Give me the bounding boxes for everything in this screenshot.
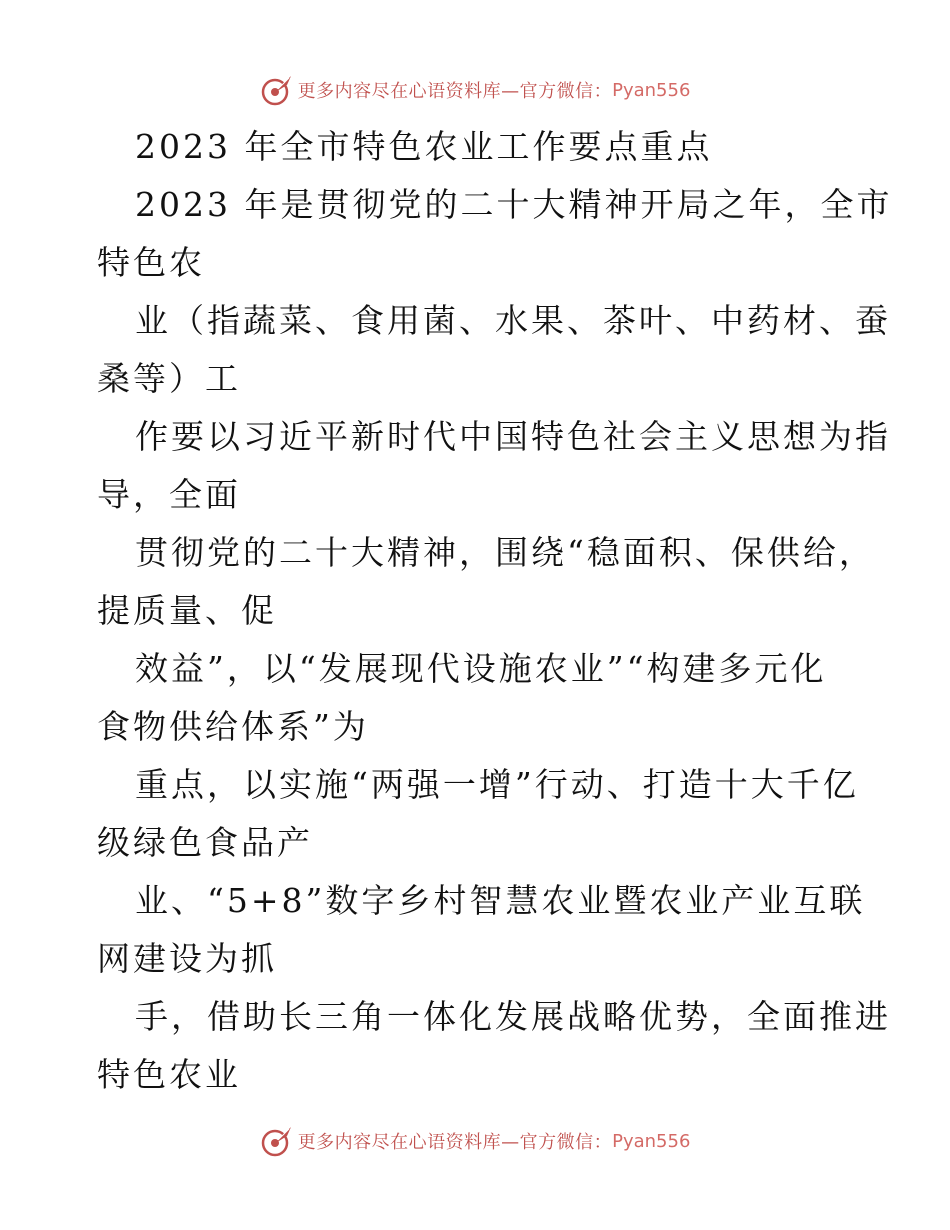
text-line: 手，借助长三角一体化发展战略优势，全面推进 (135, 997, 891, 1036)
text-line: 特色农 (97, 243, 205, 282)
text-line: 业（指蔬菜、食用菌、水果、茶叶、中药材、蚕 (135, 301, 891, 340)
watermark-text: 更多内容尽在心语资料库—官方微信： (297, 1132, 613, 1153)
quill-logo-icon (260, 1124, 294, 1158)
text-line: 效益”，以“发展现代设施农业”“构建多元化 (135, 649, 827, 688)
text-line: 导，全面 (97, 475, 241, 514)
text-line: 提质量、促 (97, 591, 277, 630)
quill-logo-icon (260, 73, 294, 107)
text-line: 2023 年是贯彻党的二十大精神开局之年，全市 (135, 185, 893, 224)
text-line: 贯彻党的二十大精神，围绕“稳面积、保供给， (135, 533, 875, 572)
text-line: 重点，以实施“两强一增”行动、打造十大千亿 (135, 765, 859, 804)
watermark-text: 更多内容尽在心语资料库—官方微信： (297, 81, 613, 102)
watermark-id: Pyan556 (612, 1130, 691, 1152)
text-line: 网建设为抓 (97, 939, 277, 978)
header-watermark (0, 70, 950, 110)
text-line: 级绿色食品产 (97, 823, 313, 862)
text-line: 2023 年全市特色农业工作要点重点 (135, 127, 713, 166)
text-line: 业、“5+8”数字乡村智慧农业暨农业产业互联 (135, 881, 866, 920)
footer-watermark (0, 1121, 950, 1161)
text-line: 食物供给体系”为 (97, 707, 369, 746)
text-line: 作要以习近平新时代中国特色社会主义思想为指 (135, 417, 891, 456)
text-line: 桑等）工 (97, 359, 241, 398)
document-body (97, 118, 893, 1104)
text-line: 特色农业 (97, 1055, 241, 1094)
watermark-id: Pyan556 (612, 79, 691, 101)
